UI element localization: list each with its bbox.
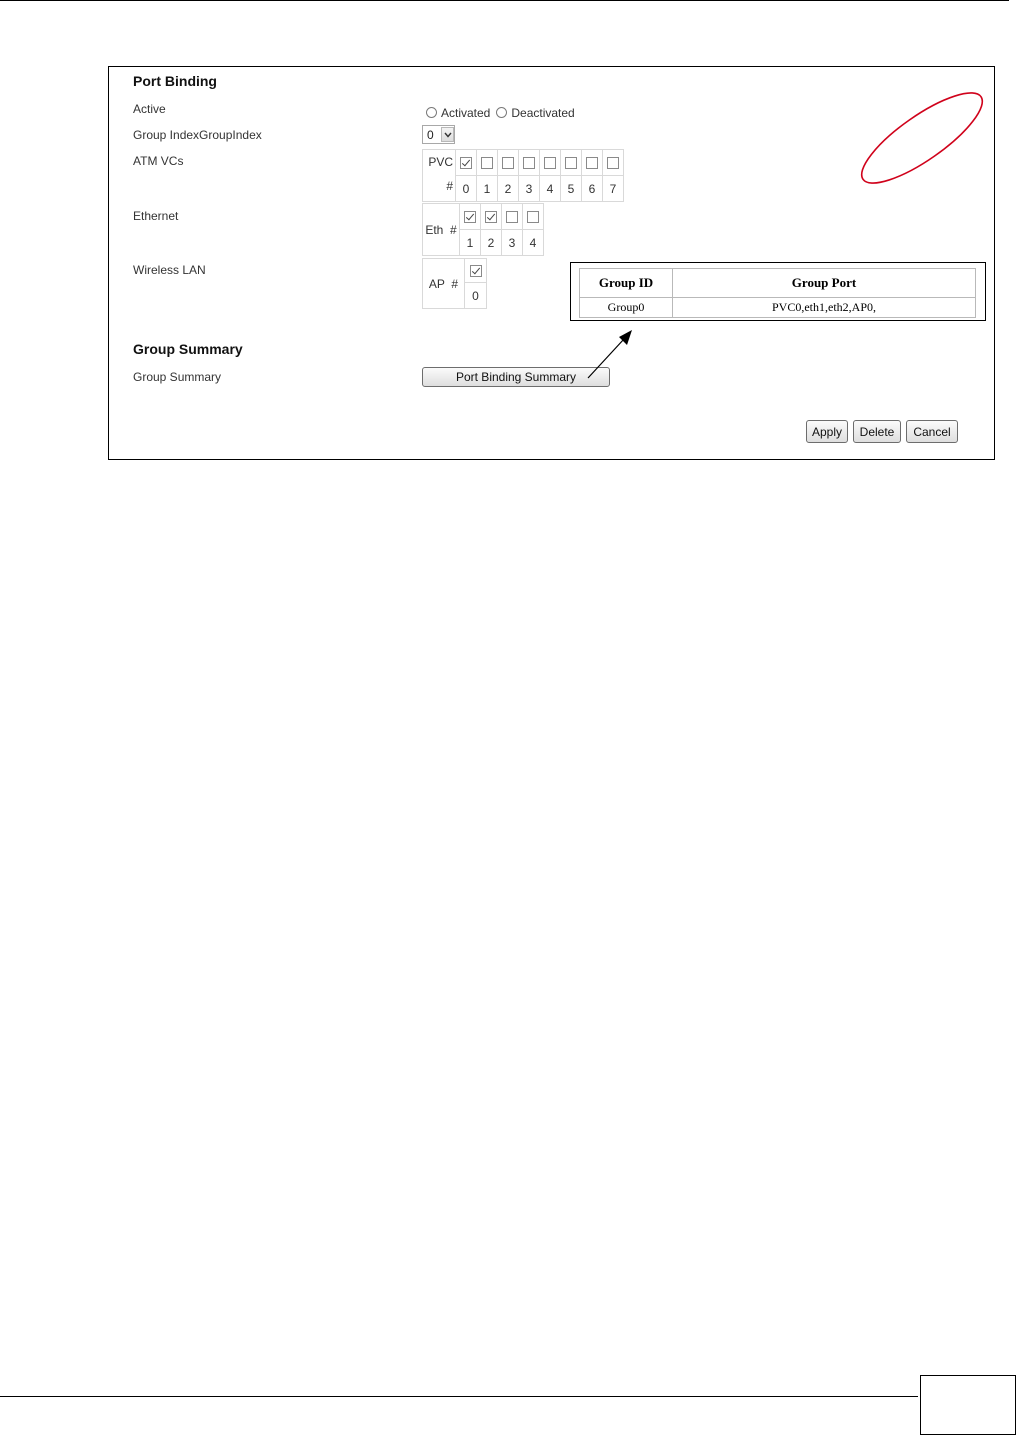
ethernet-label: Ethernet bbox=[133, 209, 179, 223]
delete-button[interactable]: Delete bbox=[853, 420, 901, 443]
chevron-down-icon bbox=[441, 127, 454, 142]
group-summary-table bbox=[579, 268, 976, 318]
group-summary-label: Group Summary bbox=[133, 370, 222, 384]
group-index-value: 0 bbox=[427, 127, 434, 142]
port-binding-summary-button[interactable]: Port Binding Summary bbox=[422, 367, 610, 387]
ap-header: AP # bbox=[423, 259, 465, 309]
deactivated-label: Deactivated bbox=[511, 105, 575, 120]
group-port-header: Group Port bbox=[673, 269, 976, 298]
active-label: Active bbox=[133, 102, 166, 116]
table-header-row bbox=[580, 269, 976, 298]
pvc-checkbox-0[interactable] bbox=[460, 157, 472, 169]
eth-table bbox=[422, 203, 544, 256]
eth-checkbox-4[interactable] bbox=[527, 211, 539, 223]
pvc-number: 3 bbox=[519, 176, 540, 202]
page-number-box bbox=[920, 1375, 1016, 1435]
activated-radio[interactable] bbox=[426, 107, 437, 118]
wireless-lan-label: Wireless LAN bbox=[133, 263, 206, 277]
cancel-button[interactable]: Cancel bbox=[906, 420, 958, 443]
pvc-number: 4 bbox=[540, 176, 561, 202]
eth-checkbox-2[interactable] bbox=[485, 211, 497, 223]
group-port-cell: PVC0,eth1,eth2,AP0, bbox=[673, 298, 976, 318]
annotation-oval bbox=[850, 80, 1000, 200]
group-index-label: Group IndexGroupIndex bbox=[133, 128, 262, 142]
pvc-table bbox=[422, 149, 624, 202]
group-id-header: Group ID bbox=[580, 269, 673, 298]
pvc-checkbox-3[interactable] bbox=[523, 157, 535, 169]
annotation-oval-shape bbox=[850, 80, 993, 197]
atm-vcs-label: ATM VCs bbox=[133, 154, 184, 168]
pvc-checkbox-1[interactable] bbox=[481, 157, 493, 169]
callout-arrow bbox=[580, 325, 640, 385]
pvc-checkbox-2[interactable] bbox=[502, 157, 514, 169]
pvc-number: 2 bbox=[498, 176, 519, 202]
group-summary-popup bbox=[570, 262, 986, 321]
pvc-checkbox-5[interactable] bbox=[565, 157, 577, 169]
pvc-number: 5 bbox=[561, 176, 582, 202]
pvc-number: 7 bbox=[603, 176, 624, 202]
eth-number: 2 bbox=[481, 230, 502, 256]
eth-number: 4 bbox=[523, 230, 544, 256]
pvc-number: 0 bbox=[456, 176, 477, 202]
eth-number: 3 bbox=[502, 230, 523, 256]
ap-table bbox=[422, 258, 487, 309]
pvc-number: 1 bbox=[477, 176, 498, 202]
pvc-number: 6 bbox=[582, 176, 603, 202]
footer-rule bbox=[0, 1396, 918, 1397]
pvc-checkbox-7[interactable] bbox=[607, 157, 619, 169]
ap-number: 0 bbox=[465, 283, 487, 309]
eth-header: Eth # bbox=[423, 204, 460, 256]
pvc-header-cell bbox=[423, 150, 456, 202]
table-row bbox=[580, 298, 976, 318]
port-binding-title: Port Binding bbox=[133, 73, 217, 89]
activated-label: Activated bbox=[441, 105, 491, 120]
active-radio-group bbox=[426, 104, 581, 122]
pvc-checkbox-4[interactable] bbox=[544, 157, 556, 169]
deactivated-radio[interactable] bbox=[496, 107, 507, 118]
pvc-checkbox-6[interactable] bbox=[586, 157, 598, 169]
group-index-select[interactable] bbox=[422, 125, 455, 144]
eth-checkbox-1[interactable] bbox=[464, 211, 476, 223]
eth-number: 1 bbox=[460, 230, 481, 256]
group-summary-title: Group Summary bbox=[133, 341, 243, 357]
apply-button[interactable]: Apply bbox=[806, 420, 848, 443]
pvc-hash: # bbox=[446, 179, 453, 193]
ap-checkbox-0[interactable] bbox=[470, 265, 482, 277]
pvc-header: PVC bbox=[428, 155, 453, 169]
header-rule bbox=[0, 0, 1009, 1]
eth-checkbox-3[interactable] bbox=[506, 211, 518, 223]
group-id-cell: Group0 bbox=[580, 298, 673, 318]
